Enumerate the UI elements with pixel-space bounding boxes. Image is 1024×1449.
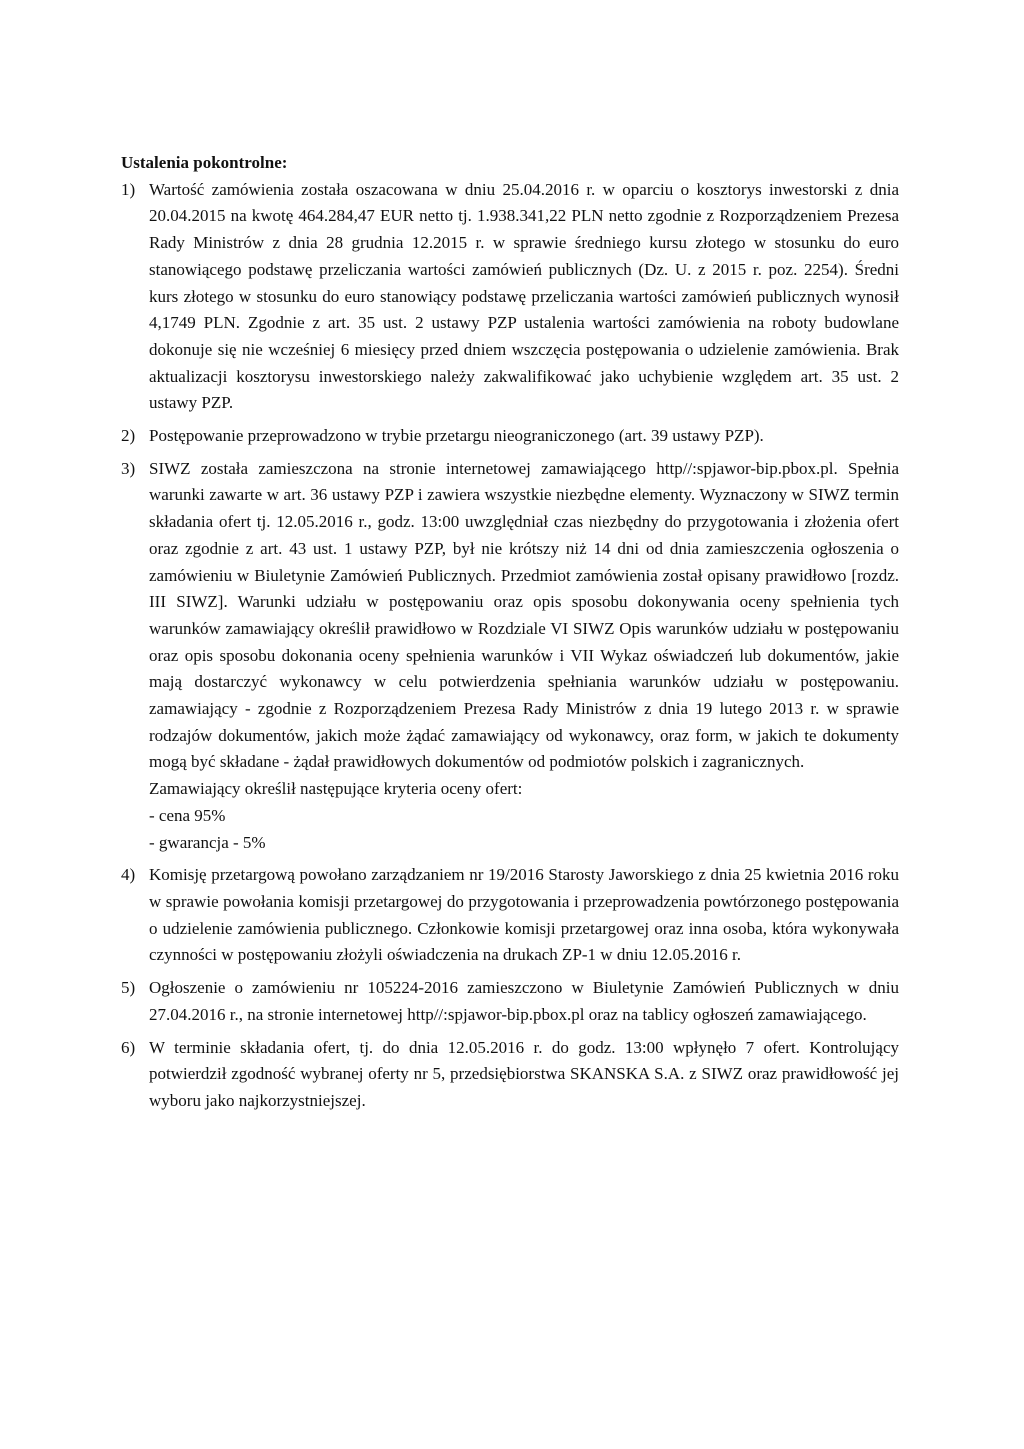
item-number: 2) [121, 426, 136, 446]
finding-item-1 [121, 177, 899, 417]
criteria-intro: Zamawiający określił następujące kryteria oceny ofert: [149, 779, 523, 799]
item-number: 6) [121, 1037, 136, 1057]
findings-list [121, 177, 899, 1115]
item-text: Komisję przetargową powołano zarządzaniem nr 19/2016 Starosty Jaworskiego z dnia 25 kwietnia 2016 roku w sprawie powołania komisji przetargowej do przygotowania i przeprowadzenia powtórzonego postępowania o udzielenie zamówienia publicznego. Członkowie komisji przetargowej oraz inna osoba, która wykonywała czynności w postępowaniu złożyli oświadczenia na drukach ZP-1 w dniu 12.05.2016 r. [149, 865, 899, 965]
item-text: Ogłoszenie o zamówieniu nr 105224-2016 zamieszczono w Biuletynie Zamówień Publicznych w dniu 27.04.2016 r., na stronie internetowej http//:spjawor-bip.pbox.pl oraz na tablicy ogłoszeń zamawiającego. [149, 978, 899, 1024]
criteria-price: - cena 95% [149, 805, 226, 825]
section-heading: Ustalenia pokontrolne: [121, 153, 288, 172]
item-number: 1) [121, 179, 136, 199]
item-number: 5) [121, 978, 136, 998]
finding-item-6 [121, 1035, 899, 1115]
item-number: 4) [121, 865, 136, 885]
item-text: W terminie składania ofert, tj. do dnia 12.05.2016 r. do godz. 13:00 wpłynęło 7 ofert. Kontrolujący potwierdził zgodność wybranej oferty nr 5, przedsiębiorstwa SKANSKA S.A. z SIWZ oraz prawidłowość jej wyboru jako najkorzystniejszej. [149, 1037, 899, 1110]
document-page [121, 150, 899, 1121]
finding-item-3 [121, 456, 899, 857]
item-text: Postępowanie przeprowadzono w trybie przetargu nieograniczonego (art. 39 ustawy PZP). [149, 426, 764, 446]
finding-item-5 [121, 975, 899, 1028]
item-text: Wartość zamówienia została oszacowana w dniu 25.04.2016 r. w oparciu o kosztorys inwestorski z dnia 20.04.2015 na kwotę 464.284,47 EUR netto tj. 1.938.341,22 PLN netto zgodnie z Rozporządzeniem Prezesa Rady Ministrów z dnia 28 grudnia 12.2015 r. w sprawie średniego kursu złotego w stosunku do euro stanowiącego podstawę przeliczania wartości zamówień publicznych (Dz. U. z 2015 r. poz. 2254). Średni kurs złotego w stosunku do euro stanowiący podstawę przeliczania wartości zamówień publicznych wynosił 4,1749 PLN. Zgodnie z art. 35 ust. 2 ustawy PZP ustalenia wartości zamówienia na roboty budowlane dokonuje się nie wcześniej 6 miesięcy przed dniem wszczęcia postępowania o udzielenie zamówienia. Brak aktualizacji kosztorysu inwestorskiego należy zakwalifikować jako uchybienie względem art. 35 ust. 2 ustawy PZP. [149, 179, 899, 413]
finding-item-2 [121, 423, 899, 450]
criteria-warranty: - gwarancja - 5% [149, 832, 266, 852]
item-text: SIWZ została zamieszczona na stronie internetowej zamawiającego http//:spjawor-bip.pbox.pl. Spełnia warunki zawarte w art. 36 ustawy PZP i zawiera wszystkie niezbędne elementy. Wyznaczony w SIWZ termin składania ofert tj. 12.05.2016 r., godz. 13:00 uwzględniał czas niezbędny do przygotowania i złożenia ofert oraz zgodnie z art. 43 ust. 1 ustawy PZP, był nie krótszy niż 14 dni od dnia zamieszczenia ogłoszenia o zamówieniu w Biuletynie Zamówień Publicznych. Przedmiot zamówienia został opisany prawidłowo [rozdz. III SIWZ]. Warunki udziału w postępowaniu oraz opis sposobu dokonywania oceny spełnienia tych warunków zamawiający określił prawidłowo w Rozdziale VI SIWZ Opis warunków udziału w postępowaniu oraz opis sposobu dokonania oceny spełnienia warunków i VII Wykaz oświadczeń lub dokumentów, jakie mają dostarczyć wykonawcy w celu potwierdzenia spełniania warunków udziału w postępowaniu. zamawiający - zgodnie z Rozporządzeniem Prezesa Rady Ministrów z dnia 19 lutego 2013 r. w sprawie rodzajów dokumentów, jakich może żądać zamawiający od wykonawcy, oraz form, w jakich te dokumenty mogą być składane - żądał prawidłowych dokumentów od podmiotów polskich i zagranicznych. [149, 458, 899, 772]
item-number: 3) [121, 458, 136, 478]
finding-item-4 [121, 862, 899, 969]
